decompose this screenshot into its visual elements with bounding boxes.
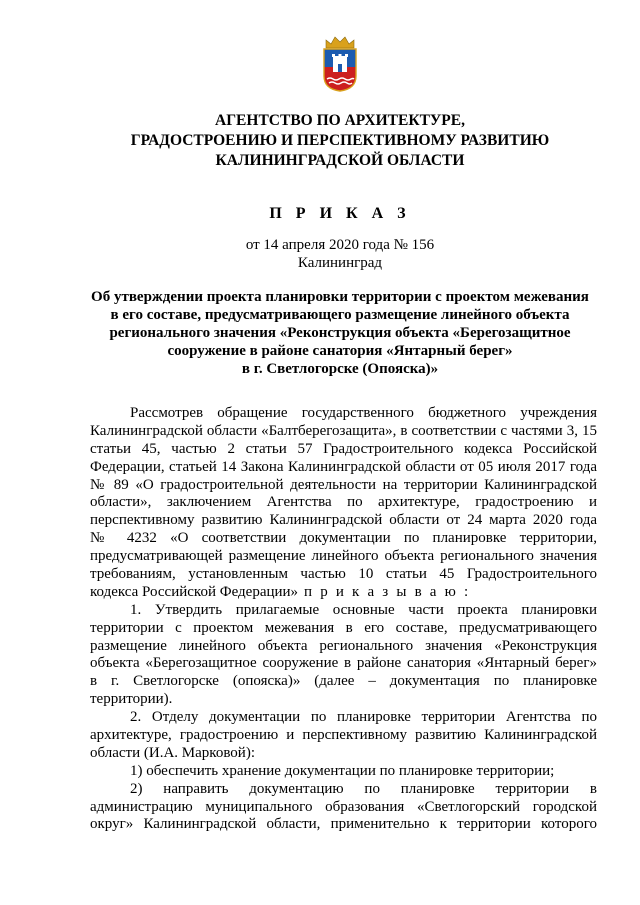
order-city: Калининград [297,255,383,271]
body-line: 1. Утвердить прилагаемые основные части проекта планировки [130,601,597,618]
body-line: Калининградской области «Балтберегозащита», в соответствии с частями 3, 15 [90,422,597,439]
body-line: в г. Светлогорске (опояска)» (далее – документация по планировке [90,673,597,690]
order-subject [90,288,590,378]
order-title: П Р И К А З [269,205,411,222]
kaliningrad-coat-of-arms-icon [318,34,362,92]
body-line: № 4232 «О соответствии документации по планировке территории, [90,530,597,547]
subject-line: регионального значения «Реконструкция объекта «Берегозащитное [109,325,571,341]
body-line: размещение линейного объекта регионального значения «Реконструкция [90,637,597,654]
body-line: предусматривающей размещение линейного объекта регионального значения [90,548,597,565]
agency-name [90,111,590,171]
subject-line: в его составе, предусматривающего размещение линейного объекта [110,307,570,323]
body-line: перспективному развитию Калининградской области от 24 марта 2020 года [90,512,597,529]
body-line: объекта «Берегозащитное сооружение в районе санатория «Янтарный берег» [90,655,597,672]
subject-line: сооружение в районе санатория «Янтарный берег» [167,343,513,359]
body-line: статьи 45, частью 2 статьи 57 Градостроительного кодекса Российской [90,440,597,457]
subject-line: Об утверждении проекта планировки территории с проектом межевания [91,289,589,305]
body-line: администрацию муниципального образования «Светлогорский городской [90,798,597,815]
body-line: 2) направить документацию по планировке территории в [130,780,597,797]
body-line: архитектуре, градостроению и перспективному развитию Калининградской [90,727,597,744]
body-line: территории с проектом межевания в его составе, предусматривающего [90,619,597,636]
order-date-number: от 14 апреля 2020 года № 156 [245,237,435,253]
order-body [90,405,597,834]
subject-line: в г. Светлогорске (Опояска)» [241,361,439,377]
body-line: требованиям, установленным частью 10 статьи 45 Градостроительного [90,566,597,583]
body-line: 1) обеспечить хранение документации по планировке территории; [130,762,555,779]
agency-line: АГЕНТСТВО ПО АРХИТЕКТУРЕ, [215,112,465,129]
crown-shape [326,37,354,48]
body-line: Федерации, статьей 14 Закона Калининградской области от 05 июля 2017 года [90,458,597,475]
body-line: 2. Отделу документации по планировке территории Агентства по [130,709,597,726]
body-line: № 89 «О градостроительной деятельности на территории Калининградской [90,476,597,493]
body-line [90,584,597,602]
agency-line: КАЛИНИНГРАДСКОЙ ОБЛАСТИ [215,152,465,169]
body-line: округ» Калининградской области, применительно к территории которого [90,816,597,833]
agency-line: ГРАДОСТРОЕНИЮ И ПЕРСПЕКТИВНОМУ РАЗВИТИЮ [130,132,550,149]
order-meta [90,236,590,272]
body-line: области (И.А. Марковой): [90,744,255,761]
body-text-fragment: кодекса Российской Федерации» [90,583,299,600]
body-line: области», заключением Агентства по архитектуре, градостроению и [90,494,597,511]
body-line: территории). [90,691,173,708]
order-verb: п р и к а з ы в а ю : [298,583,471,600]
body-line: Рассмотрев обращение государственного бюджетного учреждения [130,405,597,421]
